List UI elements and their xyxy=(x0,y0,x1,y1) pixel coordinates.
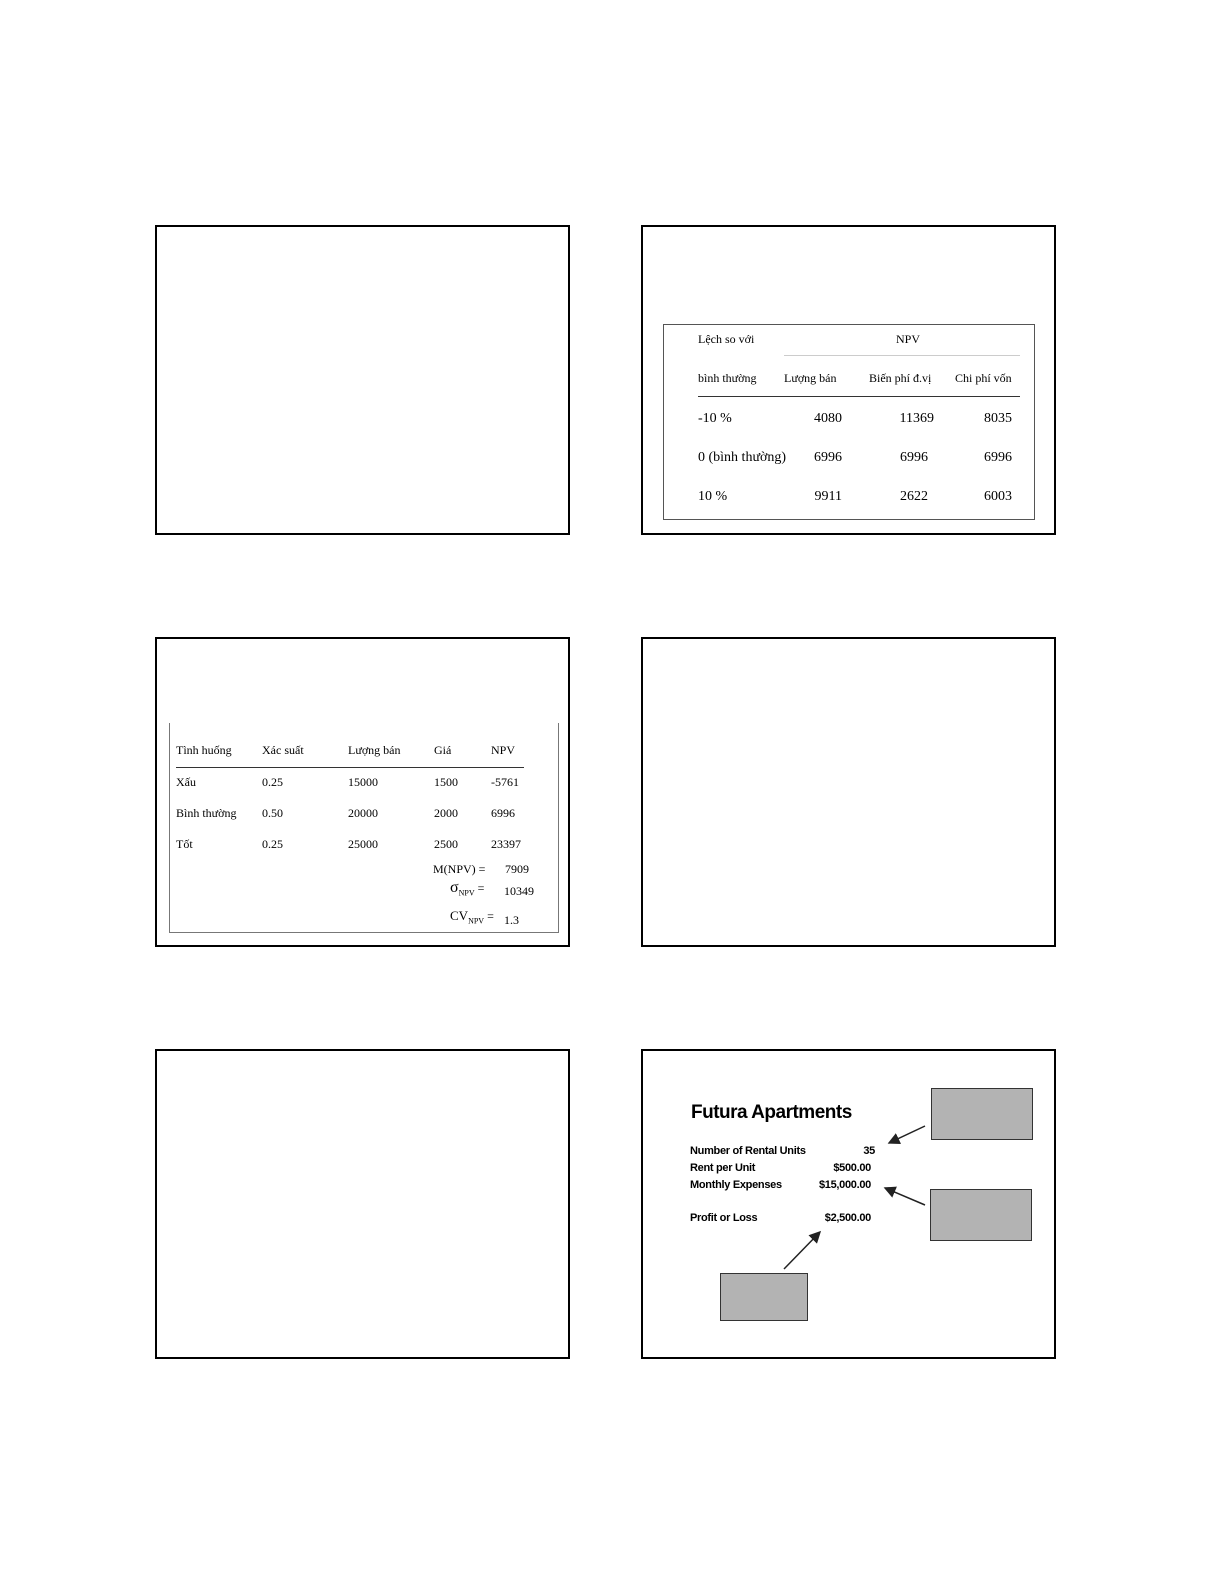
cv-subscript: NPV xyxy=(468,916,485,926)
header-npv: NPV xyxy=(896,332,921,346)
header-sales: Lượng bán xyxy=(348,743,401,757)
row-label: 10 % xyxy=(698,489,728,504)
slide-2-sensitivity xyxy=(641,225,1056,535)
slide-1 xyxy=(155,225,570,535)
value-expenses: $15,000.00 xyxy=(818,1179,871,1191)
mean-npv-value: 7909 xyxy=(505,862,529,876)
row-label-profit: Profit or Loss xyxy=(690,1212,758,1224)
cell-scenario: Xấu xyxy=(176,775,196,789)
row-label: 0 (bình thường) xyxy=(698,450,787,465)
cell-npv: 23397 xyxy=(491,837,521,851)
header-rule xyxy=(698,396,1020,397)
cell-unit-cost: 11369 xyxy=(899,411,934,426)
cell-npv: -5761 xyxy=(491,775,519,789)
cell-price: 2500 xyxy=(434,837,458,851)
cell-sales: 9911 xyxy=(814,489,842,504)
row-label-rental-units: Number of Rental Units xyxy=(690,1145,806,1157)
cell-capital-cost: 6003 xyxy=(984,489,1012,504)
callout-arrows xyxy=(643,1051,1054,1357)
cell-scenario: Tốt xyxy=(176,837,193,851)
cell-price: 1500 xyxy=(434,775,458,789)
sigma-npv xyxy=(450,879,484,897)
cell-unit-cost: 6996 xyxy=(900,450,928,465)
cv-npv xyxy=(450,908,494,925)
cell-unit-cost: 2622 xyxy=(900,489,928,504)
cv-npv-value: 1.3 xyxy=(504,913,519,927)
cell-probability: 0.50 xyxy=(262,806,283,820)
cell-sales: 6996 xyxy=(814,450,842,465)
row-label-expenses: Monthly Expenses xyxy=(690,1179,782,1191)
header-rule-thin xyxy=(784,355,1020,356)
arrow-to-rental-units xyxy=(889,1126,925,1143)
header-price: Giá xyxy=(434,743,452,757)
futura-title: Futura Apartments xyxy=(691,1102,852,1123)
scenario-table xyxy=(169,723,559,933)
cell-npv: 6996 xyxy=(491,806,515,820)
cv-label: CV xyxy=(450,908,469,923)
cell-price: 2000 xyxy=(434,806,458,820)
header-scenario: Tình huống xyxy=(176,743,232,757)
cell-capital-cost: 8035 xyxy=(984,411,1012,426)
header-sales: Lượng bán xyxy=(784,371,837,385)
header-unit-cost: Biến phí đ.vị xyxy=(869,371,932,385)
header-capital-cost: Chi phí vốn xyxy=(955,371,1012,385)
slide-5 xyxy=(155,1049,570,1359)
row-label-rent: Rent per Unit xyxy=(690,1162,756,1174)
cv-equals: = xyxy=(487,909,494,923)
header-rule xyxy=(176,767,524,768)
value-rent: $500.00 xyxy=(833,1162,871,1174)
cell-capital-cost: 6996 xyxy=(984,450,1012,465)
cell-sales: 25000 xyxy=(348,837,378,851)
cell-sales: 15000 xyxy=(348,775,378,789)
header-deviation-line1: Lệch so với xyxy=(698,332,755,346)
arrow-to-expenses xyxy=(885,1188,925,1205)
slide-4 xyxy=(641,637,1056,947)
cell-probability: 0.25 xyxy=(262,837,283,851)
sigma-npv-value: 10349 xyxy=(504,884,534,898)
value-profit: $2,500.00 xyxy=(824,1212,871,1224)
header-probability: Xác suất xyxy=(262,743,304,757)
cell-sales: 4080 xyxy=(814,411,842,426)
cell-probability: 0.25 xyxy=(262,775,283,789)
cell-scenario: Bình thường xyxy=(176,806,237,820)
cell-sales: 20000 xyxy=(348,806,378,820)
mean-npv-label: M(NPV) = xyxy=(433,862,486,876)
slide-6-futura xyxy=(641,1049,1056,1359)
row-label: -10 % xyxy=(698,411,732,426)
header-npv: NPV xyxy=(491,743,516,757)
slide-3-scenario xyxy=(155,637,570,947)
sigma-subscript: NPV xyxy=(458,888,475,898)
sensitivity-table xyxy=(663,324,1035,520)
value-rental-units: 35 xyxy=(863,1145,875,1157)
sigma-symbol: σ xyxy=(450,879,459,896)
sigma-equals: = xyxy=(477,881,485,895)
arrow-to-profit xyxy=(784,1232,820,1269)
header-deviation-line2: bình thường xyxy=(698,371,757,385)
